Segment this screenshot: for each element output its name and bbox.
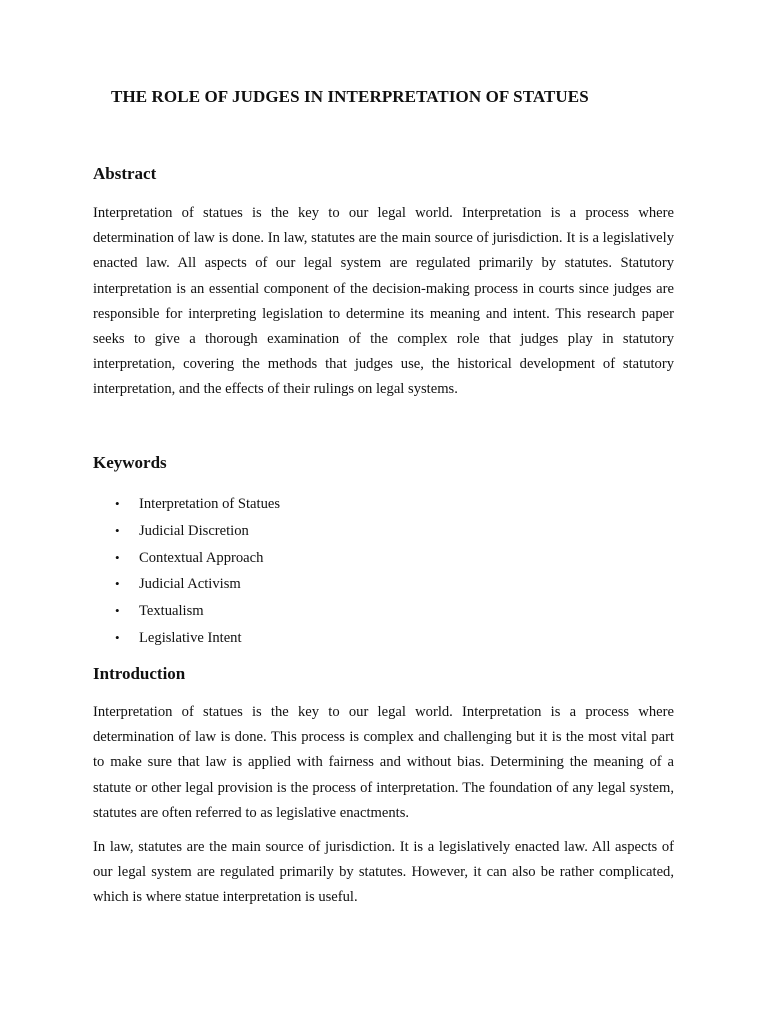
keyword-text: Textualism [139,603,204,620]
keyword-text: Contextual Approach [139,549,264,566]
keyword-text: Interpretation of Statues [139,496,281,512]
bullet-icon: • [115,496,120,511]
document-title: THE ROLE OF JUDGES IN INTERPRETATION OF STATUES [111,87,589,106]
keyword-item [93,571,280,598]
keyword-item [93,598,280,625]
bullet-icon: • [115,629,120,645]
bullet-icon: • [115,576,120,592]
keyword-item [93,518,280,545]
introduction-paragraph-2: In law, statutes are the main source of jurisdiction. It is a legislatively enacted law. All aspects of our legal system are regulated primarily by statutes. However, it can also be rather complicated, which is where statue interpretation is useful. [93,839,674,906]
introduction-heading: Introduction [93,664,186,683]
keyword-text: Legislative Intent [139,629,242,646]
bullet-icon: • [115,603,120,619]
abstract-paragraph: Interpretation of statues is the key to our legal world. Interpretation is a process where determination of law is done. In law, statutes are the main source of jurisdiction. It is a legislatively enacted law. All aspects of our legal system are regulated primarily by statutes. Statutory interpretation is an essential component of the decision-making process in courts since judges are responsible for interpreting legislation to determine its meaning and intent. This research paper seeks to give a thorough examination of the complex role that judges play in statutory interpretation, covering the methods that judges use, the historical development of statutory interpretation, and the effects of their rulings on legal systems. [93,205,674,398]
keywords-list [93,491,280,652]
keyword-text: Judicial Discretion [139,522,249,539]
introduction-paragraph-1: Interpretation of statues is the key to our legal world. Interpretation is a process where determination of law is done. This process is complex and challenging but it is the most vital part to make sure that law is applied with fairness and without bias. Determining the meaning of a statute or other legal provision is the process of interpretation. The foundation of any legal system, statutes are often referred to as legislative enactments. [93,704,674,821]
keyword-item [93,545,280,572]
abstract-heading: Abstract [93,164,157,183]
keyword-item [93,625,280,652]
bullet-icon: • [115,522,120,538]
keyword-text: Judicial Activism [139,576,241,593]
bullet-icon: • [115,549,120,565]
keyword-item [93,491,280,518]
keywords-heading: Keywords [93,453,167,472]
